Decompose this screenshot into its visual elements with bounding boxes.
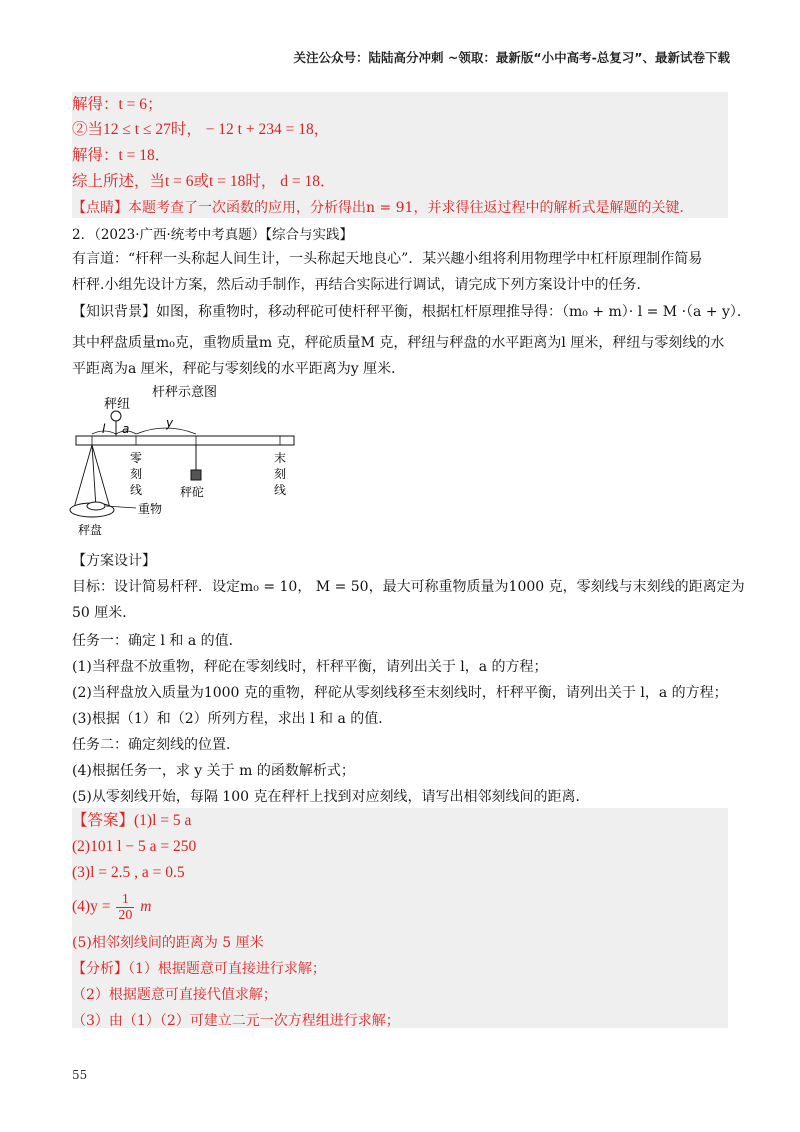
counterweight xyxy=(191,470,201,480)
end-line-char-2: 刻 xyxy=(274,467,287,481)
page-number: 55 xyxy=(72,1068,88,1082)
task-one-title: 任务一：确定 l 和 a 的值． xyxy=(72,633,243,649)
zero-line-char-1: 零 xyxy=(130,451,143,465)
fraction-numerator: 1 xyxy=(116,892,134,908)
question-4: (4)根据任务一，求 y 关于 m 的函数解析式； xyxy=(72,763,355,779)
design-title: 【方案设计】 xyxy=(72,553,156,569)
answer-3: (3)l = 2.5 , a = 0.5 xyxy=(72,864,185,881)
knowledge-background-c: 平距离为a 厘米，秤砣与零刻线的水平距离为y 厘米． xyxy=(72,361,406,377)
knowledge-background-b: 其中秤盘质量m₀克，重物质量m 克，秤砣质量M 克，秤纽与秤盘的水平距离为l 厘米，秤纽与零刻线的水 xyxy=(72,335,725,351)
figure-title: 杆秤示意图 xyxy=(152,385,218,400)
question-5: (5)从零刻线开始，每隔 100 克在秤杆上找到对应刻线，请写出相邻刻线间的距离． xyxy=(72,789,590,805)
solution-line-4: 综上所述，当t = 6或t = 18时， d = 18． xyxy=(72,173,336,190)
knowledge-background-a: 【知识背景】如图，称重物时，移动秤砣可使杆秤平衡，根据杠杆原理推导得：（m₀ + m）· l = M ·（a + y）． xyxy=(72,304,751,320)
label-pan: 秤盘 xyxy=(78,523,103,537)
analysis-1: 【分析】（1）根据题意可直接进行求解； xyxy=(72,961,326,977)
end-line-char-1: 末 xyxy=(274,451,287,465)
solution-line-3: 解得：t = 18． xyxy=(72,147,171,164)
zero-line-char-3: 线 xyxy=(130,483,143,497)
design-goal-b: 50 厘米． xyxy=(72,605,137,621)
label-counterweight: 秤砣 xyxy=(180,485,205,499)
page-header: 关注公众号：陆陆高分冲刺 ~领取：最新版“小中高考-总复习”、最新试卷下载 xyxy=(293,50,730,65)
answer-4-suffix: m xyxy=(140,898,152,916)
label-object: 重物 xyxy=(138,502,163,516)
question-3: (3)根据（1）和（2）所列方程，求出 l 和 a 的值． xyxy=(72,711,393,727)
label-y: y xyxy=(166,416,174,430)
steelyard-beam xyxy=(76,436,294,445)
answer-4 xyxy=(72,892,151,923)
question-2: (2)当秤盘放入质量为1000 克的重物，秤砣从零刻线移至末刻线时，杆秤平衡，请列出关于 l，a 的方程； xyxy=(72,685,728,701)
knob-ring xyxy=(111,411,121,421)
design-goal-a: 目标：设计简易杆秤．设定m₀ = 10， M = 50，最大可称重物质量为1000 克，零刻线与末刻线的距离定为 xyxy=(72,579,745,595)
problem-text-1b: 杆秤.小组先设计方案，然后动手制作，再结合实际进行调试，请完成下列方案设计中的任务． xyxy=(72,277,651,293)
object xyxy=(87,502,105,510)
solution-line-2: ②当12 ≤ t ≤ 27时， − 12 t + 234 = 18， xyxy=(72,121,330,138)
analysis-2: （2）根据题意可直接代值求解； xyxy=(72,987,277,1003)
label-knob: 秤纽 xyxy=(104,397,131,412)
problem-title: 2．（2023·广西·统考中考真题）【综合与实践】 xyxy=(72,227,354,243)
label-l: l xyxy=(102,422,106,436)
comment-line: 【点睛】本题考查了一次函数的应用，分析得出n = 91，并求得往返过程中的解析式是解题的关键． xyxy=(72,200,694,216)
task-two-title: 任务二：确定刻线的位置． xyxy=(72,737,240,753)
answer-2: (2)101 l − 5 a = 250 xyxy=(72,838,197,855)
analysis-3: （3）由（1）（2）可建立二元一次方程组进行求解； xyxy=(72,1013,400,1029)
answer-1: 【答案】(1)l = 5 a xyxy=(72,812,192,829)
end-line-char-3: 线 xyxy=(274,483,287,497)
question-1: (1)当秤盘不放重物，秤砣在零刻线时，杆秤平衡，请列出关于 l，a 的方程； xyxy=(72,659,548,675)
steelyard-diagram xyxy=(66,382,306,542)
answer-5: (5)相邻刻线间的距离为 5 厘米 xyxy=(72,935,264,951)
zero-line-char-2: 刻 xyxy=(130,467,143,481)
answer-4-fraction xyxy=(116,892,134,923)
fraction-denominator: 20 xyxy=(118,908,133,923)
problem-text-1a: 有言道：“杆秤一头称起人间生计，一头称起天地良心”．某兴趣小组将利用物理学中杠杆原理制作简易 xyxy=(72,251,703,267)
label-a: a xyxy=(122,422,130,436)
answer-4-prefix: (4)y = xyxy=(72,898,111,916)
solution-line-1: 解得：t = 6； xyxy=(72,96,163,113)
